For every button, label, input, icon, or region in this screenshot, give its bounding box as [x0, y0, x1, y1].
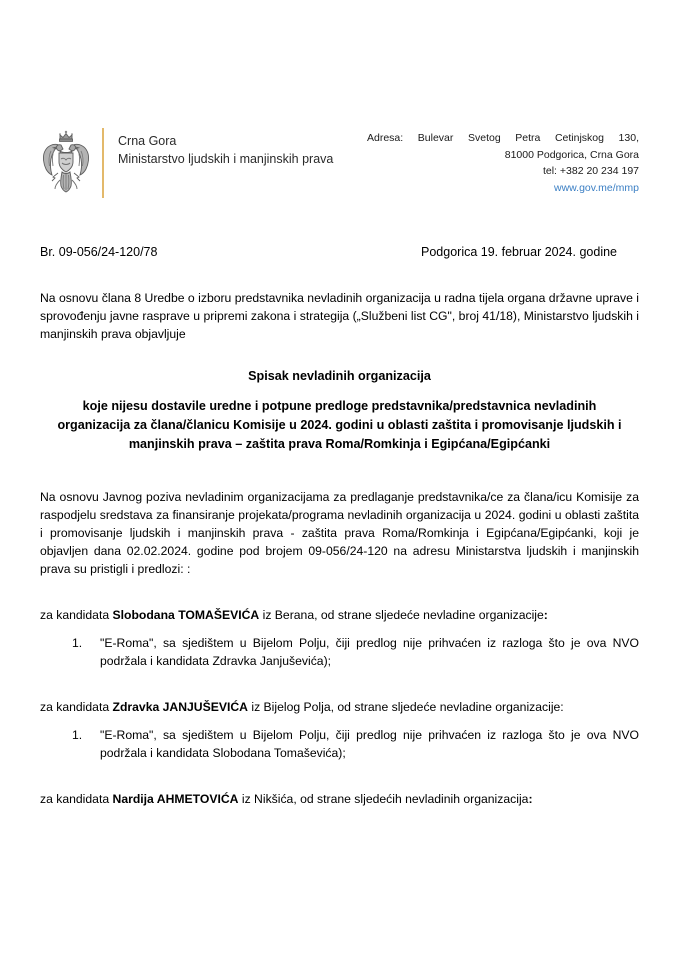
candidate-name: Slobodana TOMAŠEVIĆA — [112, 608, 260, 622]
address-city: 81000 Podgorica, Crna Gora — [504, 148, 639, 161]
reference-number: Br. 09-056/24-120/78 — [40, 245, 158, 259]
address-phone: tel: +382 20 234 197 — [542, 165, 639, 177]
address-street: Adresa: Bulevar Svetog Petra Cetinjskog 130, — [367, 132, 639, 144]
candidate-lead-line — [40, 606, 639, 624]
reference-row — [40, 243, 639, 261]
ministry-website-link[interactable]: www.gov.me/mmp — [554, 181, 639, 194]
montenegro-coat-of-arms-icon — [40, 128, 92, 198]
country-name: Crna Gora — [118, 134, 177, 148]
place-and-date: Podgorica 19. februar 2024. godine — [421, 245, 617, 259]
organization-list — [40, 634, 639, 670]
brand-text — [118, 128, 333, 168]
list-item — [40, 634, 639, 670]
candidate-lead-suffix: iz Berana, od strane sljedeće nevladine organizacije — [259, 608, 544, 622]
candidate-lead-line — [40, 698, 639, 716]
candidate-name: Zdravka JANJUŠEVIĆA — [112, 700, 248, 714]
list-item-marker: 1. — [72, 636, 83, 650]
candidate-lead-suffix: iz Nikšića, od strane sljedećih nevladinih organizacija — [238, 792, 529, 806]
candidate-lead-colon: : — [528, 792, 533, 806]
candidate-block — [40, 698, 639, 762]
letterhead — [40, 0, 639, 198]
organization-list — [40, 726, 639, 762]
candidate-lead-prefix: za kandidata — [40, 700, 113, 714]
document-title: Spisak nevladinih organizacija — [248, 369, 431, 383]
candidate-name: Nardija AHMETOVIĆA — [112, 792, 239, 806]
candidate-lead-colon: : — [543, 608, 548, 622]
ministry-branding — [40, 128, 333, 198]
candidates-section — [40, 606, 639, 808]
intro-paragraph: Na osnovu člana 8 Uredbe o izboru predstavnika nevladinih organizacija u radna tijela organa državne uprave i sprovođenju javne rasprave u pripremi zakona i strategija („Službeni list CG", broj 41/18), Ministarstvo ljudskih i manjinskih prava objavljuje — [40, 291, 639, 341]
address-block — [367, 128, 639, 196]
list-item-text: "E-Roma", sa sjedištem u Bijelom Polju, čiji predlog nije prihvaćen iz razloga što je ova NVO podržala i kandidata Slobodana Tomaševića); — [100, 728, 639, 760]
candidate-lead-prefix: za kandidata — [40, 608, 113, 622]
document-subtitle: koje nijesu dostavile uredne i potpune predloge predstavnika/predstavnica nevladinih organizacija za člana/članicu Komisije u 2024. godini u oblasti zaštita i promovisanje ljudskih i manjinskih prava – zaštita prava Roma/Romkinja i Egipćana/Egipćanki — [57, 399, 622, 451]
basis-paragraph: Na osnovu Javnog poziva nevladinim organizacijama za predlaganje predstavnika/ce za člana/icu Komisije za raspodjelu sredstava za finansiranje projekata/programa nevladinih organizacija u 2024. godini u oblasti zaštita i promovisanje ljudskih i manjinskih prava - zaštita prava Roma/Romkinja i Egipćana/Egipćanki, koji je objavljen dana 02.02.2024. godine pod brojem 09-056/24-120 na adresu Ministarstva ljudskih i manjinskih prava su pristigli i predlozi: : — [40, 490, 639, 576]
candidate-lead-line — [40, 790, 639, 808]
ministry-name: Ministarstvo ljudskih i manjinskih prava — [118, 152, 334, 166]
candidate-lead-suffix: iz Bijelog Polja, od strane sljedeće nevladine organizacije: — [247, 700, 564, 714]
list-item — [40, 726, 639, 762]
list-item-text: "E-Roma", sa sjedištem u Bijelom Polju, čiji predlog nije prihvaćen iz razloga što je ova NVO podržala i kandidata Zdravka Janjuševića); — [100, 636, 639, 668]
brand-divider — [102, 128, 104, 198]
candidate-block — [40, 606, 639, 670]
candidate-lead-prefix: za kandidata — [40, 792, 113, 806]
candidate-block — [40, 790, 639, 808]
list-item-marker: 1. — [72, 728, 83, 742]
